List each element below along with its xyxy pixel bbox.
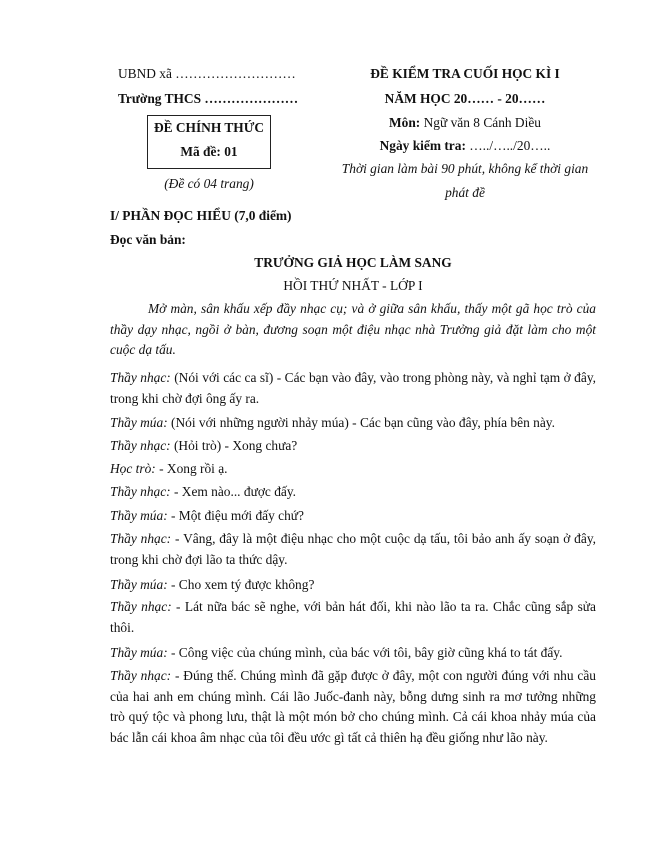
dialogue-line [110,597,596,638]
subject-label: Môn: [389,115,421,130]
speaker: Thầy múa: [110,577,168,592]
speaker: Thầy nhạc: [110,370,171,385]
speaker: Thầy nhạc: [110,438,171,453]
reading-instruction: Đọc văn bản: [110,232,186,247]
exam-date-value: …../…../20….. [469,138,551,153]
dialogue-line [110,482,596,503]
exam-title: ĐỀ KIỂM TRA CUỐI HỌC KÌ I [370,66,560,81]
time-note-line1: Thời gian làm bài 90 phút, không kể thời gian [341,161,589,176]
dialogue-line [110,666,596,748]
speech: - Lát nữa bác sẽ nghe, với bản hát đối, khi nào lão ta ra. Chắc cũng sắp sửa thôi. [110,599,597,635]
school-line: Trường THCS ………………… [118,91,299,106]
speech: - Vâng, đây là một điệu nhạc cho một cuộc dạ tấu, tôi bảo anh ấy soạn ở đây, trong khi chờ đợi lão ta thức dậy. [110,531,596,567]
speaker: Thầy nhạc: [110,599,172,614]
official-label: ĐỀ CHÍNH THỨC [153,120,265,135]
speaker: Thầy nhạc: [110,484,171,499]
commune-line: UBND xã ……………………… [118,66,296,81]
speech: - Một điệu mới đấy chứ? [167,508,304,523]
speaker: Thầy múa: [110,415,168,430]
section-heading: I/ PHẦN ĐỌC HIỂU (7,0 điểm) [110,208,292,223]
speaker: Thầy múa: [110,645,168,660]
speech: - Công việc của chúng mình, của bác với tôi, bây giờ cũng khá to tát đấy. [167,645,563,660]
speech: - Đúng thế. Chúng mình đã gặp được ở đây, một con người đúng với nhu cầu của hai anh em chúng mình. Cái lão Juốc-đanh này, bỗng dưng sinh ra mơ tưởng những trò quý tộc và phong lưu, thật là một món bở cho chúng mình. Cả cái khoa nhảy múa của bác lẫn cái khoa âm nhạc của tôi đều ước gì tất cả thiên hạ đều giống như lão này. [110,668,596,745]
speech: - Xong rồi ạ. [155,461,228,476]
subject-value: Ngữ văn 8 Cánh Diều [423,115,541,130]
school-year: NĂM HỌC 20…… - 20…… [384,91,546,106]
speaker: Thầy múa: [110,508,168,523]
dialogue-line [110,643,596,664]
exam-code: Mã đề: 01 [180,144,238,159]
dialogue-line [110,413,596,434]
speech: (Nói với các ca sĩ) - Các bạn vào đây, vào trong phòng này, và nghỉ tạm ở đây, trong khi chờ đợi ông ấy ra. [110,370,596,406]
exam-date-line [340,138,590,154]
dialogue-line [110,436,596,457]
exam-date-label: Ngày kiểm tra: [379,138,466,153]
stage-direction: Mở màn, sân khấu xếp đầy nhạc cụ; và ở giữa sân khấu, thấy một gã học trò của thầy dạy nhạc, ngồi ở bàn, đương soạn một điệu nhạc nhà Trưởng giả đặt làm cho một cuộc dạ tấu. [110,301,596,358]
time-note-line2: phát đề [445,185,485,200]
speech: - Xem nào... được đấy. [170,484,297,499]
dialogue-line [110,529,596,570]
subject-line [340,115,590,131]
speech: - Cho xem tý được không? [167,577,315,592]
dialogue-line [110,575,596,596]
speaker: Thầy nhạc: [110,668,172,683]
speech: (Nói với những người nhảy múa) - Các bạn cũng vào đây, phía bên này. [167,415,555,430]
pages-note: (Đề có 04 trang) [164,176,254,191]
act-scene: HỒI THỨ NHẤT - LỚP I [283,278,423,293]
text-title: TRƯỞNG GIẢ HỌC LÀM SANG [254,255,452,270]
speech: (Hỏi trò) - Xong chưa? [170,438,298,453]
speaker: Thầy nhạc: [110,531,172,546]
dialogue-line [110,459,596,480]
dialogue-line [110,506,596,527]
speaker: Học trò: [110,461,156,476]
dialogue-line [110,368,596,409]
